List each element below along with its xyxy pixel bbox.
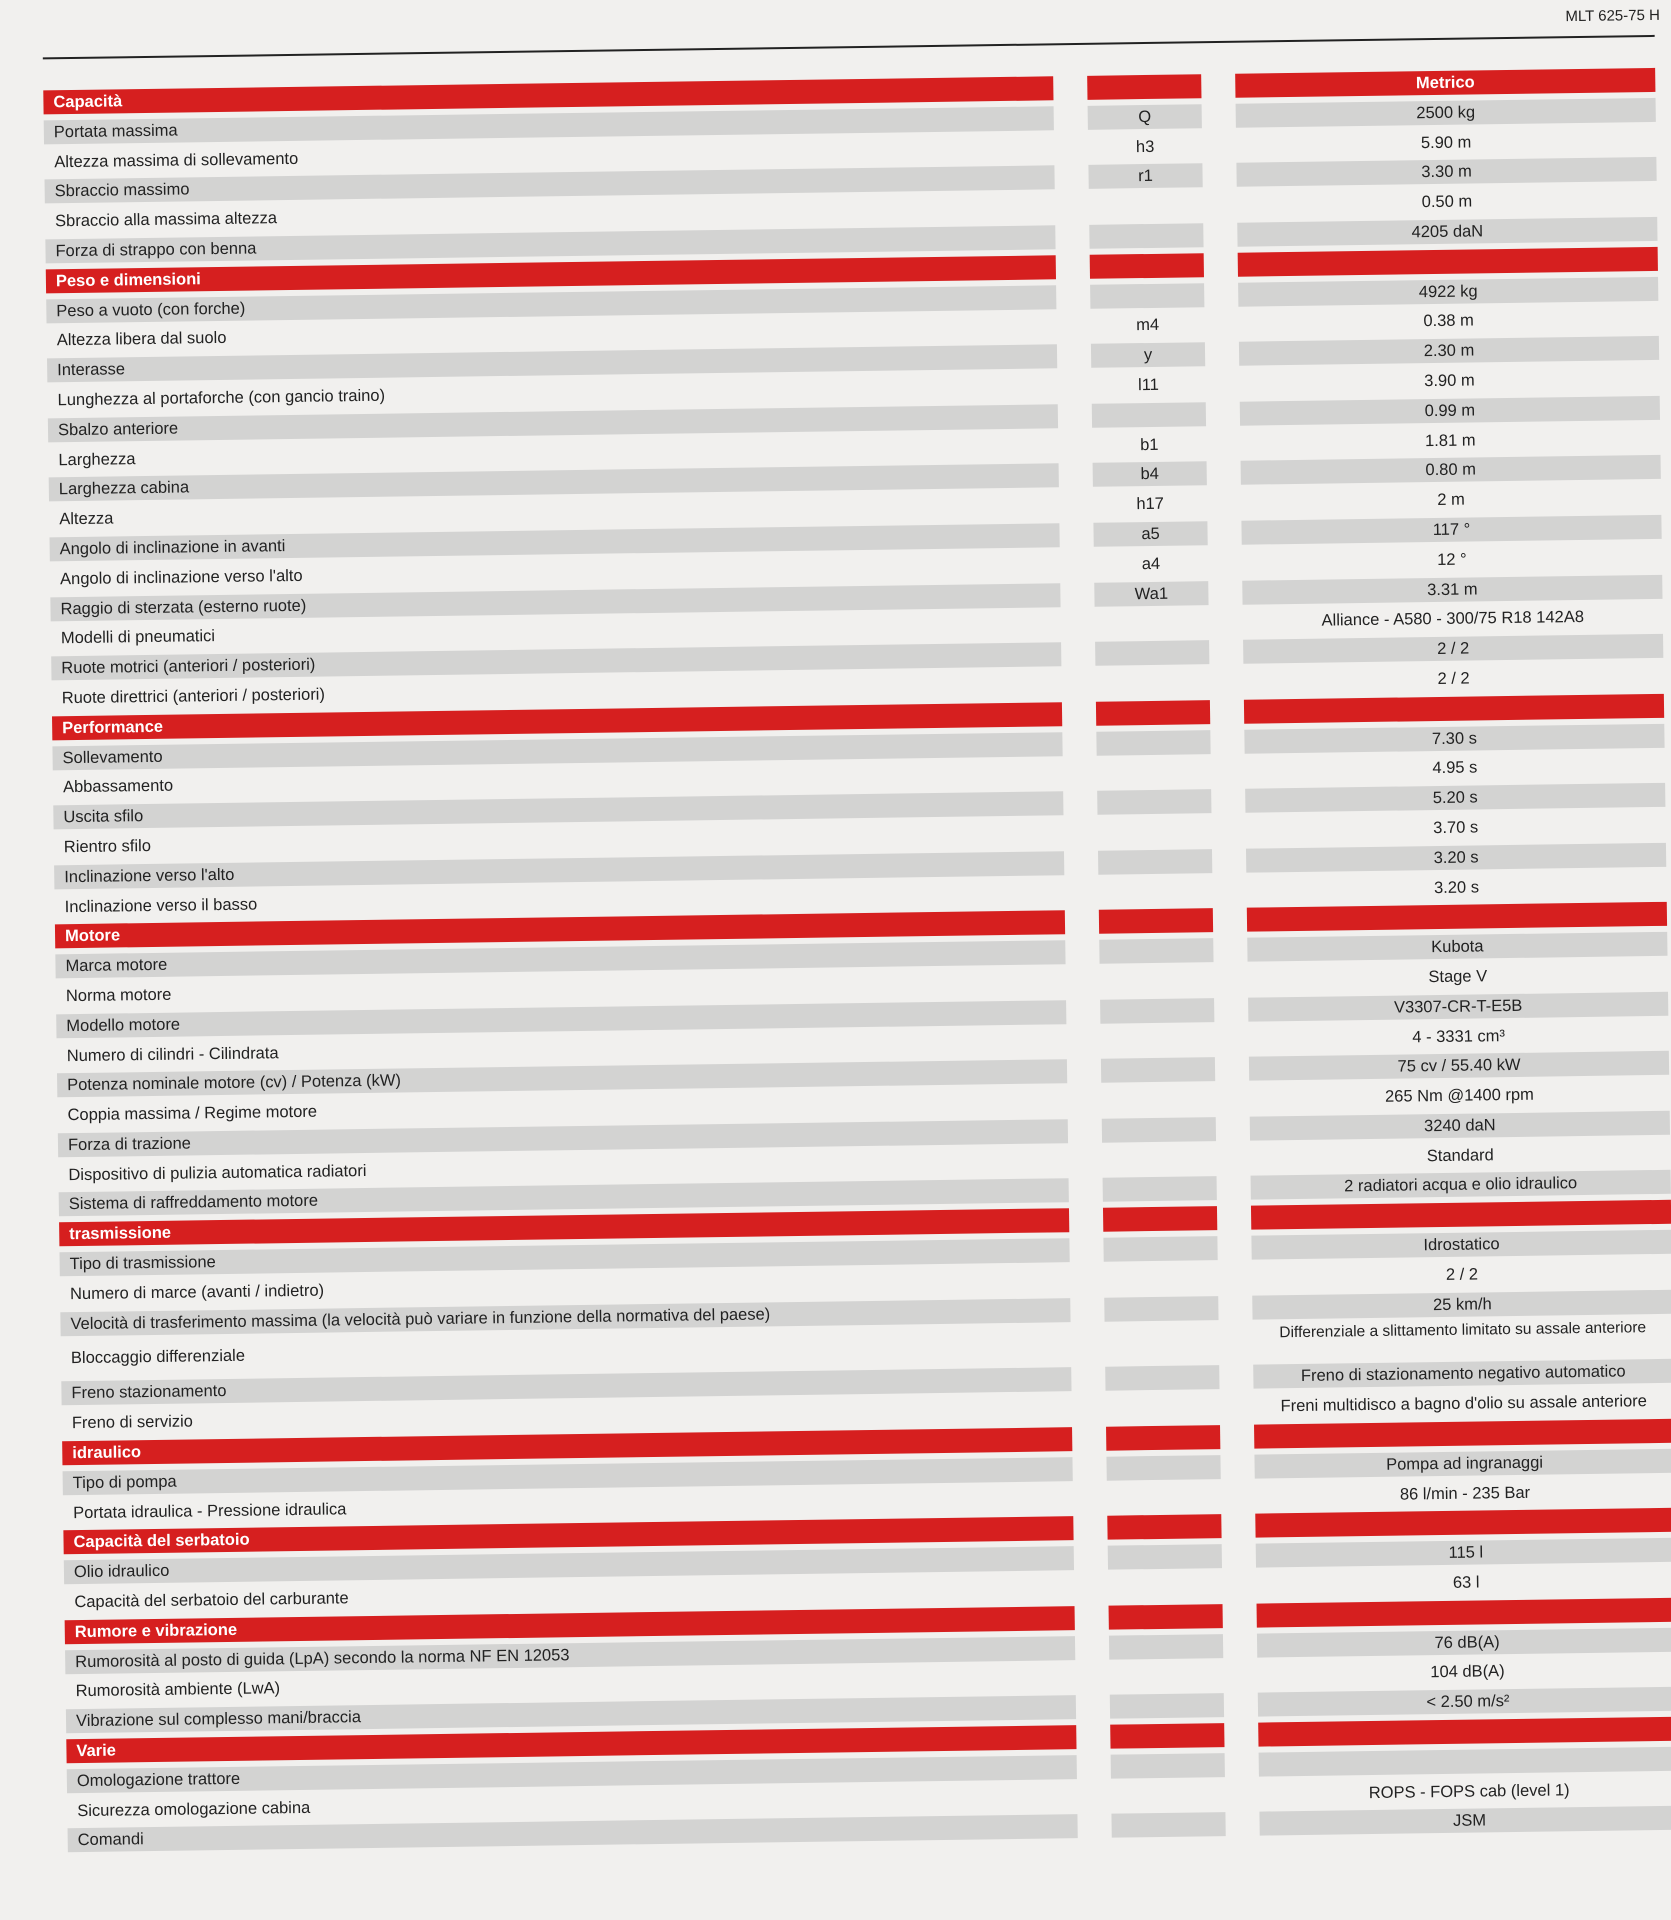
section-header-symbol-cell bbox=[1107, 1515, 1221, 1541]
row-value: JSM bbox=[1259, 1806, 1671, 1836]
row-symbol bbox=[1100, 968, 1214, 994]
row-symbol: y bbox=[1091, 342, 1205, 368]
row-label: Raggio di sterzata (esterno ruote) bbox=[50, 583, 1060, 621]
row-symbol bbox=[1097, 759, 1211, 785]
row-symbol bbox=[1111, 1753, 1225, 1779]
row-symbol bbox=[1090, 283, 1204, 309]
section-header-symbol-cell bbox=[1110, 1723, 1224, 1749]
row-symbol: Q bbox=[1088, 104, 1202, 130]
row-value: 2 / 2 bbox=[1243, 634, 1663, 664]
row-value: 86 l/min - 235 Bar bbox=[1399, 1483, 1531, 1504]
row-symbol: a4 bbox=[1141, 554, 1161, 573]
row-symbol: a5 bbox=[1093, 521, 1207, 547]
row-label: Olio idraulico bbox=[64, 1546, 1074, 1584]
section-header-value-cell bbox=[1247, 902, 1667, 932]
row-label: Uscita sfilo bbox=[53, 791, 1063, 829]
row-label: Vibrazione sul complesso mani/braccia bbox=[66, 1695, 1076, 1733]
row-label: Inclinazione verso l'alto bbox=[54, 851, 1064, 889]
section-header-symbol-cell bbox=[1096, 700, 1210, 726]
row-label: Dispositivo di pulizia automatica radiatori bbox=[68, 1161, 367, 1184]
row-value: 5.20 s bbox=[1245, 783, 1665, 813]
row-value: 2 / 2 bbox=[1437, 669, 1470, 688]
row-value: Freni multidisco a bagno d'olio su assale anteriore bbox=[1280, 1392, 1648, 1416]
row-symbol bbox=[1106, 1455, 1220, 1481]
row-symbol bbox=[1098, 879, 1212, 905]
row-value: 2500 kg bbox=[1236, 98, 1656, 128]
top-rule bbox=[43, 35, 1655, 60]
row-label: Interasse bbox=[47, 344, 1057, 382]
section-header-value-cell bbox=[1258, 1717, 1671, 1747]
row-symbol bbox=[1103, 1236, 1217, 1262]
row-value: Freno di stazionamento negativo automatico bbox=[1253, 1359, 1671, 1389]
row-label: Capacità del serbatoio del carburante bbox=[74, 1589, 349, 1612]
row-label: Sbraccio massimo bbox=[45, 166, 1055, 204]
row-label: Altezza massima di sollevamento bbox=[54, 149, 299, 171]
row-value: 12 ° bbox=[1437, 550, 1467, 569]
row-symbol bbox=[1108, 1574, 1222, 1600]
row-value: Differenziale a slittamento limitato su assale anteriore bbox=[1279, 1319, 1647, 1342]
row-value: 3.30 m bbox=[1236, 157, 1656, 187]
model-code: MLT 625-75 H bbox=[1565, 6, 1660, 26]
section-header-value-cell bbox=[1257, 1598, 1671, 1628]
section-title: idraulico bbox=[62, 1427, 1072, 1465]
row-value: 76 dB(A) bbox=[1257, 1627, 1671, 1657]
row-label: Sbalzo anteriore bbox=[48, 404, 1058, 442]
section-title: Capacità del serbatoio bbox=[63, 1517, 1073, 1555]
row-value: Stage V bbox=[1428, 967, 1488, 987]
row-label: Angolo di inclinazione in avanti bbox=[50, 523, 1060, 561]
row-value: 1.81 m bbox=[1424, 431, 1476, 450]
section-header-value-cell bbox=[1244, 694, 1664, 724]
row-label: Numero di marce (avanti / indietro) bbox=[69, 1281, 325, 1304]
section-title: Rumore e vibrazione bbox=[65, 1606, 1075, 1644]
row-label: Bloccaggio differenziale bbox=[70, 1347, 246, 1368]
row-label: Ruote motrici (anteriori / posteriori) bbox=[51, 642, 1061, 680]
row-value: 5.90 m bbox=[1420, 133, 1472, 152]
row-symbol bbox=[1107, 1485, 1221, 1511]
row-value: 3.31 m bbox=[1242, 574, 1662, 604]
row-symbol bbox=[1100, 998, 1214, 1024]
section-title: Capacità bbox=[43, 76, 1053, 114]
row-value: 63 l bbox=[1452, 1573, 1480, 1592]
row-value: V3307-CR-T-E5B bbox=[1248, 992, 1668, 1022]
section-title: Peso e dimensioni bbox=[46, 255, 1056, 293]
row-label: Potenza nominale motore (cv) / Potenza (kW) bbox=[57, 1060, 1067, 1098]
row-symbol: m4 bbox=[1136, 316, 1160, 335]
row-label: Angolo di inclinazione verso l'alto bbox=[59, 566, 303, 588]
row-label: Rumorosità ambiente (LwA) bbox=[75, 1679, 281, 1701]
row-symbol: b1 bbox=[1140, 435, 1159, 454]
row-value: Alliance - A580 - 300/75 R18 142A8 bbox=[1321, 608, 1585, 630]
row-value: 117 ° bbox=[1241, 515, 1661, 545]
row-label: Inclinazione verso il basso bbox=[64, 895, 258, 916]
row-label: Peso a vuoto (con forche) bbox=[46, 285, 1056, 323]
section-header-symbol-cell bbox=[1087, 74, 1201, 100]
row-label: Sbraccio alla massima altezza bbox=[54, 209, 278, 231]
row-symbol bbox=[1104, 1266, 1218, 1292]
row-symbol bbox=[1100, 1028, 1214, 1054]
row-value: 2.30 m bbox=[1239, 336, 1659, 366]
row-label: Sollevamento bbox=[52, 732, 1062, 770]
row-label: Forza di strappo con benna bbox=[45, 225, 1055, 263]
row-symbol: Wa1 bbox=[1094, 581, 1208, 607]
section-header-value-cell bbox=[1238, 247, 1658, 277]
row-label: Portata idraulica - Pressione idraulica bbox=[73, 1499, 347, 1522]
row-label: Forza di trazione bbox=[58, 1119, 1068, 1157]
row-label: Sicurezza omologazione cabina bbox=[77, 1798, 311, 1820]
row-symbol bbox=[1109, 1634, 1223, 1660]
row-symbol bbox=[1111, 1812, 1225, 1838]
row-label: Numero di cilindri - Cilindrata bbox=[66, 1043, 279, 1065]
row-label: Larghezza bbox=[58, 449, 136, 469]
section-header-value-cell bbox=[1251, 1200, 1671, 1230]
row-symbol: h17 bbox=[1136, 494, 1165, 514]
row-value: 115 l bbox=[1256, 1538, 1671, 1568]
row-symbol bbox=[1110, 1693, 1224, 1719]
row-value: 4.95 s bbox=[1432, 758, 1478, 778]
row-symbol bbox=[1105, 1366, 1219, 1392]
row-label: Norma motore bbox=[65, 985, 172, 1006]
row-symbol bbox=[1103, 1177, 1217, 1203]
row-label: Abbassamento bbox=[62, 776, 174, 797]
row-value: Pompa ad ingranaggi bbox=[1254, 1449, 1671, 1479]
row-value: 265 Nm @1400 rpm bbox=[1384, 1085, 1534, 1106]
section-title: Performance bbox=[52, 702, 1062, 740]
units-column-header: Metrico bbox=[1235, 68, 1655, 98]
row-value: Idrostatico bbox=[1251, 1230, 1671, 1260]
row-symbol bbox=[1098, 849, 1212, 875]
row-symbol: l11 bbox=[1137, 375, 1160, 395]
section-header-symbol-cell bbox=[1109, 1604, 1223, 1630]
row-label: Altezza bbox=[59, 509, 114, 529]
row-label: Freno di servizio bbox=[71, 1412, 194, 1433]
row-value: 0.80 m bbox=[1241, 455, 1661, 485]
row-label: Modelli di pneumatici bbox=[60, 627, 216, 648]
row-symbol bbox=[1109, 1664, 1223, 1690]
row-symbol bbox=[1089, 223, 1203, 249]
row-value: Standard bbox=[1426, 1145, 1494, 1165]
row-symbol bbox=[1097, 789, 1211, 815]
row-value: 4 - 3331 cm³ bbox=[1412, 1026, 1506, 1046]
row-value: 25 km/h bbox=[1252, 1289, 1671, 1319]
row-symbol: b4 bbox=[1093, 462, 1207, 488]
row-label: Rientro sfilo bbox=[63, 836, 152, 857]
section-title: Motore bbox=[55, 911, 1065, 949]
row-symbol bbox=[1095, 611, 1209, 637]
row-value: 3.20 s bbox=[1246, 843, 1666, 873]
row-value: 0.99 m bbox=[1240, 396, 1660, 426]
row-symbol bbox=[1105, 1326, 1219, 1362]
row-symbol bbox=[1106, 1395, 1220, 1421]
row-value: 3240 daN bbox=[1250, 1111, 1670, 1141]
row-label: Altezza libera dal suolo bbox=[56, 329, 227, 350]
row-symbol bbox=[1095, 640, 1209, 666]
row-value: 3.70 s bbox=[1433, 818, 1479, 837]
row-symbol bbox=[1095, 670, 1209, 696]
row-value: ROPS - FOPS cab (level 1) bbox=[1368, 1780, 1570, 1802]
row-label: Marca motore bbox=[55, 940, 1065, 978]
section-header-symbol-cell bbox=[1090, 253, 1204, 279]
row-symbol bbox=[1096, 730, 1210, 756]
row-label: Rumorosità al posto di guida (LpA) secondo la norma NF EN 12053 bbox=[65, 1636, 1075, 1674]
row-symbol bbox=[1102, 1117, 1216, 1143]
row-label: Lunghezza al portaforche (con gancio traino) bbox=[57, 386, 386, 410]
section-header-value-cell bbox=[1254, 1419, 1671, 1449]
row-symbol bbox=[1104, 1296, 1218, 1322]
row-symbol bbox=[1092, 402, 1206, 428]
row-label: Larghezza cabina bbox=[49, 464, 1059, 502]
row-label: Tipo di pompa bbox=[63, 1457, 1073, 1495]
row-symbol bbox=[1089, 193, 1203, 219]
row-value: 0.38 m bbox=[1423, 311, 1474, 331]
row-label: Omologazione trattore bbox=[67, 1755, 1077, 1793]
row-symbol bbox=[1101, 1057, 1215, 1083]
row-value bbox=[1259, 1747, 1671, 1777]
row-label: Freno stazionamento bbox=[61, 1368, 1071, 1406]
row-label: Velocità di trasferimento massima (la velocità può variare in funzione della normativa del paese) bbox=[60, 1298, 1070, 1336]
row-symbol bbox=[1101, 1087, 1215, 1113]
section-header-symbol-cell bbox=[1099, 908, 1213, 934]
section-header-symbol-cell bbox=[1106, 1425, 1220, 1451]
row-label: Ruote direttrici (anteriori / posteriori) bbox=[61, 685, 326, 708]
spec-table bbox=[43, 65, 1671, 1856]
section-title: Varie bbox=[66, 1725, 1076, 1763]
row-value: Kubota bbox=[1247, 932, 1667, 962]
row-value: 3.90 m bbox=[1424, 371, 1475, 391]
row-value: 2 radiatori acqua e olio idraulico bbox=[1251, 1170, 1671, 1200]
row-value: 4922 kg bbox=[1238, 276, 1658, 306]
row-symbol: r1 bbox=[1088, 164, 1202, 190]
row-value: 3.20 s bbox=[1433, 877, 1480, 897]
row-label: Portata massima bbox=[44, 106, 1054, 144]
row-label: Sistema di raffreddamento motore bbox=[59, 1179, 1069, 1217]
row-value: 75 cv / 55.40 kW bbox=[1249, 1051, 1669, 1081]
row-label: Coppia massima / Regime motore bbox=[67, 1102, 318, 1125]
row-label: Tipo di trasmissione bbox=[59, 1238, 1069, 1276]
row-symbol: h3 bbox=[1135, 137, 1155, 156]
row-value: < 2.50 m/s² bbox=[1258, 1687, 1671, 1717]
row-value: 7.30 s bbox=[1244, 723, 1664, 753]
row-symbol bbox=[1098, 819, 1212, 845]
row-value: 2 m bbox=[1437, 490, 1465, 510]
row-label: Modello motore bbox=[56, 1000, 1066, 1038]
section-header-symbol-cell bbox=[1103, 1206, 1217, 1232]
row-symbol bbox=[1108, 1544, 1222, 1570]
row-value: 2 / 2 bbox=[1445, 1265, 1479, 1284]
row-value: 0.50 m bbox=[1421, 192, 1473, 212]
row-value: 104 dB(A) bbox=[1430, 1662, 1505, 1682]
row-value: 4205 daN bbox=[1237, 217, 1657, 247]
section-title: trasmissione bbox=[59, 1208, 1069, 1246]
row-symbol bbox=[1102, 1147, 1216, 1173]
section-header-value-cell bbox=[1255, 1508, 1671, 1538]
row-label: Comandi bbox=[68, 1815, 1078, 1853]
row-symbol bbox=[1099, 938, 1213, 964]
row-symbol bbox=[1111, 1783, 1225, 1809]
